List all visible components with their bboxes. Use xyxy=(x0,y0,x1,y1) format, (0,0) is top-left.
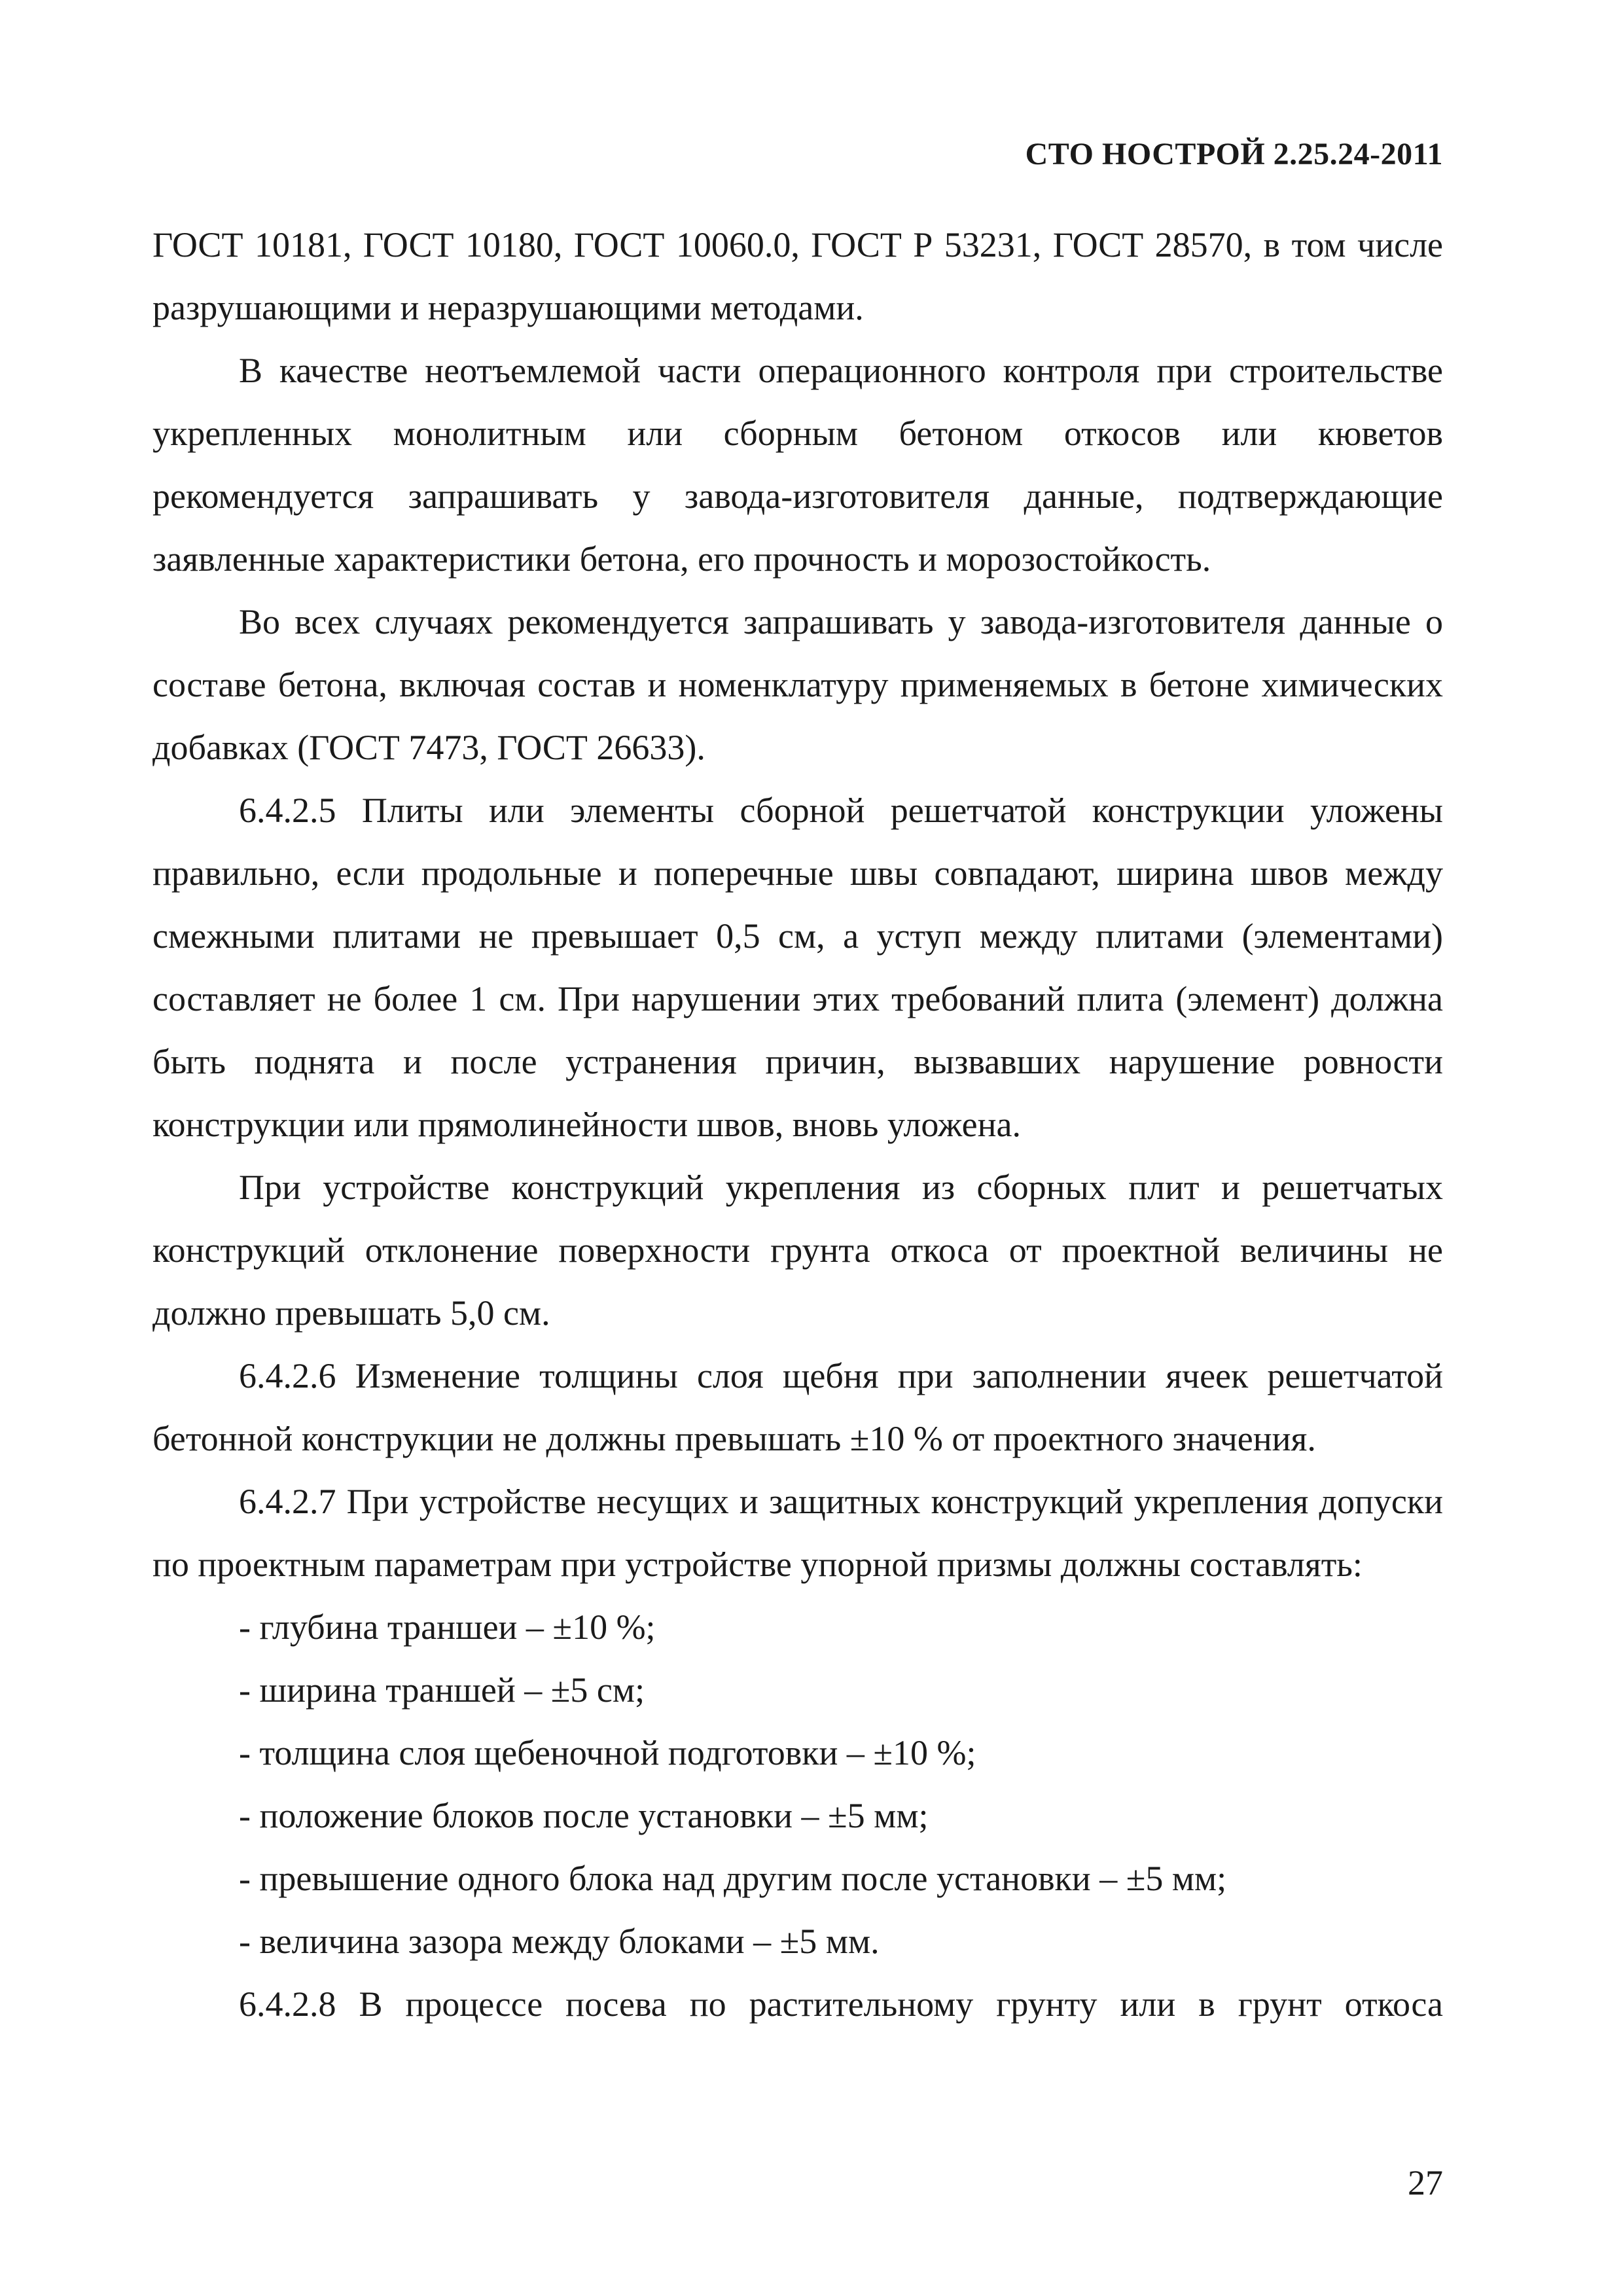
list-item-trench-width: - ширина траншей – ±5 см; xyxy=(239,1670,645,1710)
paragraph-gost-methods: ГОСТ 10181, ГОСТ 10180, ГОСТ 10060.0, ГОСТ Р 53231, ГОСТ 28570, в том числе разрушающими и неразрушающими методами. xyxy=(152,225,1443,327)
document-header: СТО НОСТРОЙ 2.25.24-2011 xyxy=(1025,137,1443,171)
paragraph-6-4-2-5: 6.4.2.5 Плиты или элементы сборной решетчатой конструкции уложены правильно, если продольные и поперечные швы совпадают, ширина швов между смежными плитами не превышает 0,5 см, а уступ между плитами (элементами) составляет не более 1 см. При нарушении этих требований плита (элемент) должна быть поднята и после устранения причин, вызвавших нарушение ровности конструкции или прямолинейности швов, вновь уложена. xyxy=(152,791,1443,1144)
list-item-block-position: - положение блоков после установки – ±5 мм; xyxy=(239,1796,929,1835)
list-item-gravel-layer: - толщина слоя щебеночной подготовки – ±10 %; xyxy=(239,1733,976,1772)
list-item-trench-depth: - глубина траншеи – ±10 %; xyxy=(239,1607,656,1647)
paragraph-6-4-2-8: 6.4.2.8 В процессе посева по растительному грунту или в грунт откоса xyxy=(239,1984,1443,2024)
paragraph-slope-deviation: При устройстве конструкций укрепления из сборных плит и решетчатых конструкций отклонение поверхности грунта откоса от проектной величины не должно превышать 5,0 см. xyxy=(152,1168,1443,1333)
paragraph-6-4-2-7: 6.4.2.7 При устройстве несущих и защитных конструкций укрепления допуски по проектным параметрам при устройстве упорной призмы должны составлять: xyxy=(152,1482,1443,1584)
document-body xyxy=(152,213,1443,2036)
list-item-block-elevation: - превышение одного блока над другим после установки – ±5 мм; xyxy=(239,1859,1227,1898)
paragraph-6-4-2-6: 6.4.2.6 Изменение толщины слоя щебня при заполнении ячеек решетчатой бетонной конструкции не должны превышать ±10 % от проектного значения. xyxy=(152,1356,1443,1458)
paragraph-operational-control: В качестве неотъемлемой части операционного контроля при строительстве укрепленных монолитным или сборным бетоном откосов или кюветов рекомендуется запрашивать у завода-изготовителя данные, подтверждающие заявленные характеристики бетона, его прочность и морозостойкость. xyxy=(152,351,1443,579)
list-item-block-gap: - величина зазора между блоками – ±5 мм. xyxy=(239,1922,880,1961)
paragraph-concrete-composition: Во всех случаях рекомендуется запрашивать у завода-изготовителя данные о составе бетона, включая состав и номенклатуру применяемых в бетоне химических добавках (ГОСТ 7473, ГОСТ 26633). xyxy=(152,602,1443,767)
page-number: 27 xyxy=(1408,2163,1443,2202)
